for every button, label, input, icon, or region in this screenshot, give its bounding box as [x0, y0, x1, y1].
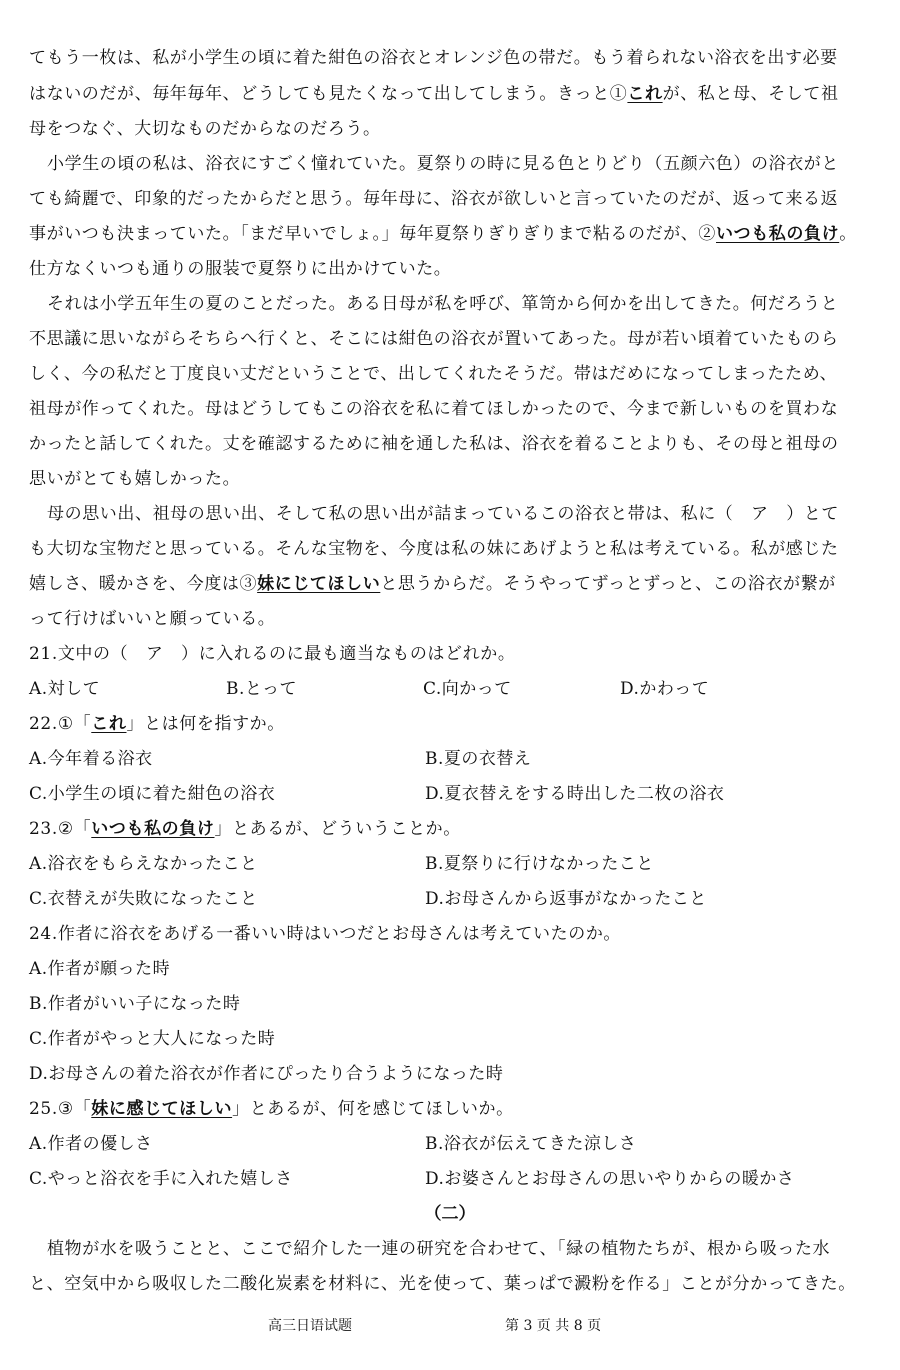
q24-option-b: B.作者がいい子になった時 — [29, 994, 241, 1014]
question-text: 23.②「 — [29, 819, 92, 839]
passage-line: しく、今の私だと丁度良い丈だということで、出してくれたそうだ。帯はだめになってしまったため、 — [29, 364, 838, 384]
q23-option-b: B.夏祭りに行けなかったこと — [425, 854, 654, 874]
passage-line — [29, 573, 871, 595]
passage-line: 不思議に思いながらそちらへ行くと、そこには紺色の浴衣が置いてあった。母が若い頃着ていたものら — [29, 329, 839, 349]
question-text: 」とあるが、何を感じてほしいか。 — [232, 1099, 514, 1119]
question-text: 22.①「 — [29, 714, 92, 734]
q21-option-c: C.向かって — [423, 679, 512, 699]
question-underlined: いつも私の負け — [91, 819, 215, 839]
passage-line: てもう一枚は、私が小学生の頃に着た紺色の浴衣とオレンジ色の帯だ。もう着られない浴衣を出す必要 — [29, 48, 838, 68]
passage-line: 思いがとても嬉しかった。 — [29, 469, 241, 489]
q21-option-a: A.対して — [29, 679, 101, 699]
passage-line: ても綺麗で、印象的だったからだと思う。毎年母に、浴衣が欲しいと言っていたのだが、返って来る返 — [29, 189, 839, 209]
q22-option-a: A.今年着る浴衣 — [29, 749, 153, 769]
passage-text: 嬉しさ、暖かさを、今度は③ — [29, 574, 258, 594]
q22-option-c: C.小学生の頃に着た紺色の浴衣 — [29, 784, 276, 804]
passage-line: 植物が水を吸うことと、ここで紹介した一連の研究を合わせて、「緑の植物たちが、根から吸った水 — [47, 1239, 831, 1259]
passage-line: って行けばいいと願っている。 — [29, 609, 276, 629]
passage-line: 祖母が作ってくれた。母はどうしてもこの浴衣を私に着てほしかったので、今まで新しいものを買わな — [29, 399, 839, 419]
underlined-phrase-1: これ — [627, 84, 663, 104]
q25-option-a: A.作者の優しさ — [29, 1134, 153, 1154]
passage-text: と思うからだ。そうやってずっとずっと、この浴衣が繋が — [380, 574, 836, 594]
q22-option-d: D.夏衣替えをする時出した二枚の浴衣 — [425, 784, 725, 804]
passage-line — [29, 83, 871, 105]
passage-line: 母の思い出、祖母の思い出、そして私の思い出が詰まっているこの浴衣と帯は、私に（ ア ）とて — [47, 504, 839, 524]
passage-line: も大切な宝物だと思っている。そんな宝物を、今度は私の妹にあげようと私は考えている。私が感じた — [29, 539, 839, 559]
passage-line: かったと話してくれた。丈を確認するために袖を通した私は、浴衣を着ることよりも、その母と祖母の — [29, 434, 839, 454]
passage-text: が、私と母、そして祖 — [662, 84, 839, 104]
passage-line — [29, 223, 871, 245]
question-text: 」とは何を指すか。 — [126, 714, 285, 734]
q23-option-a: A.浴衣をもらえなかったこと — [29, 854, 258, 874]
question-22-stem — [29, 713, 871, 735]
passage-text: 事がいつも決まっていた。「まだ早いでしょ。」毎年夏祭りぎりぎりまで粘るのだが、② — [29, 224, 716, 244]
exam-title: 高三日语试题 — [268, 1318, 352, 1334]
passage-line: 母をつなぐ、大切なものだからなのだろう。 — [29, 119, 381, 139]
question-text: 25.③「 — [29, 1099, 92, 1119]
q24-option-a: A.作者が願った時 — [29, 959, 171, 979]
q24-option-c: C.作者がやっと大人になった時 — [29, 1029, 276, 1049]
underlined-phrase-3: 妹にじてほしい — [257, 574, 381, 594]
q24-option-d: D.お母さんの着た浴衣が作者にぴったり合うようになった時 — [29, 1064, 504, 1084]
q21-option-d: D.かわって — [620, 679, 710, 699]
passage-line: 小学生の頃の私は、浴衣にすごく憧れていた。夏祭りの時に見る色とりどり（五颜六色）の浴衣がと — [47, 154, 839, 174]
q25-option-b: B.浴衣が伝えてきた涼しさ — [425, 1134, 637, 1154]
question-21-stem: 21.文中の（ ア ）に入れるのに最も適当なものはどれか。 — [29, 644, 516, 664]
q25-option-c: C.やっと浴衣を手に入れた嬉しさ — [29, 1169, 293, 1189]
passage-text: はないのだが、毎年毎年、どうしても見たくなって出してしまう。きっと① — [29, 84, 628, 104]
passage-text: 。 — [839, 224, 857, 244]
question-underlined: これ — [91, 714, 127, 734]
passage-line: それは小学五年生の夏のことだった。ある日母が私を呼び、箪笥から何かを出してきた。何だろうと — [47, 294, 839, 314]
q25-option-d: D.お婆さんとお母さんの思いやりからの暖かさ — [425, 1169, 795, 1189]
passage-line: と、空気中から吸収した二酸化炭素を材料に、光を使って、葉っぱで澱粉を作る」ことが分かってきた。 — [29, 1274, 856, 1294]
passage-line: 仕方なくいつも通りの服装で夏祭りに出かけていた。 — [29, 259, 452, 279]
page-number: 第 3 页 共 8 页 — [505, 1318, 602, 1334]
q22-option-b: B.夏の衣替え — [425, 749, 532, 769]
question-text: 」とあるが、どういうことか。 — [214, 819, 461, 839]
question-23-stem — [29, 818, 871, 840]
question-24-stem: 24.作者に浴衣をあげる一番いい時はいつだとお母さんは考えていたのか。 — [29, 924, 622, 944]
q23-option-c: C.衣替えが失敗になったこと — [29, 889, 258, 909]
q23-option-d: D.お母さんから返事がなかったこと — [425, 889, 707, 909]
section-heading: （二） — [424, 1204, 476, 1224]
question-25-stem — [29, 1098, 871, 1120]
underlined-phrase-2: いつも私の負け — [716, 224, 840, 244]
question-underlined: 妹に感じてほしい — [91, 1099, 233, 1119]
q21-option-b: B.とって — [226, 679, 298, 699]
